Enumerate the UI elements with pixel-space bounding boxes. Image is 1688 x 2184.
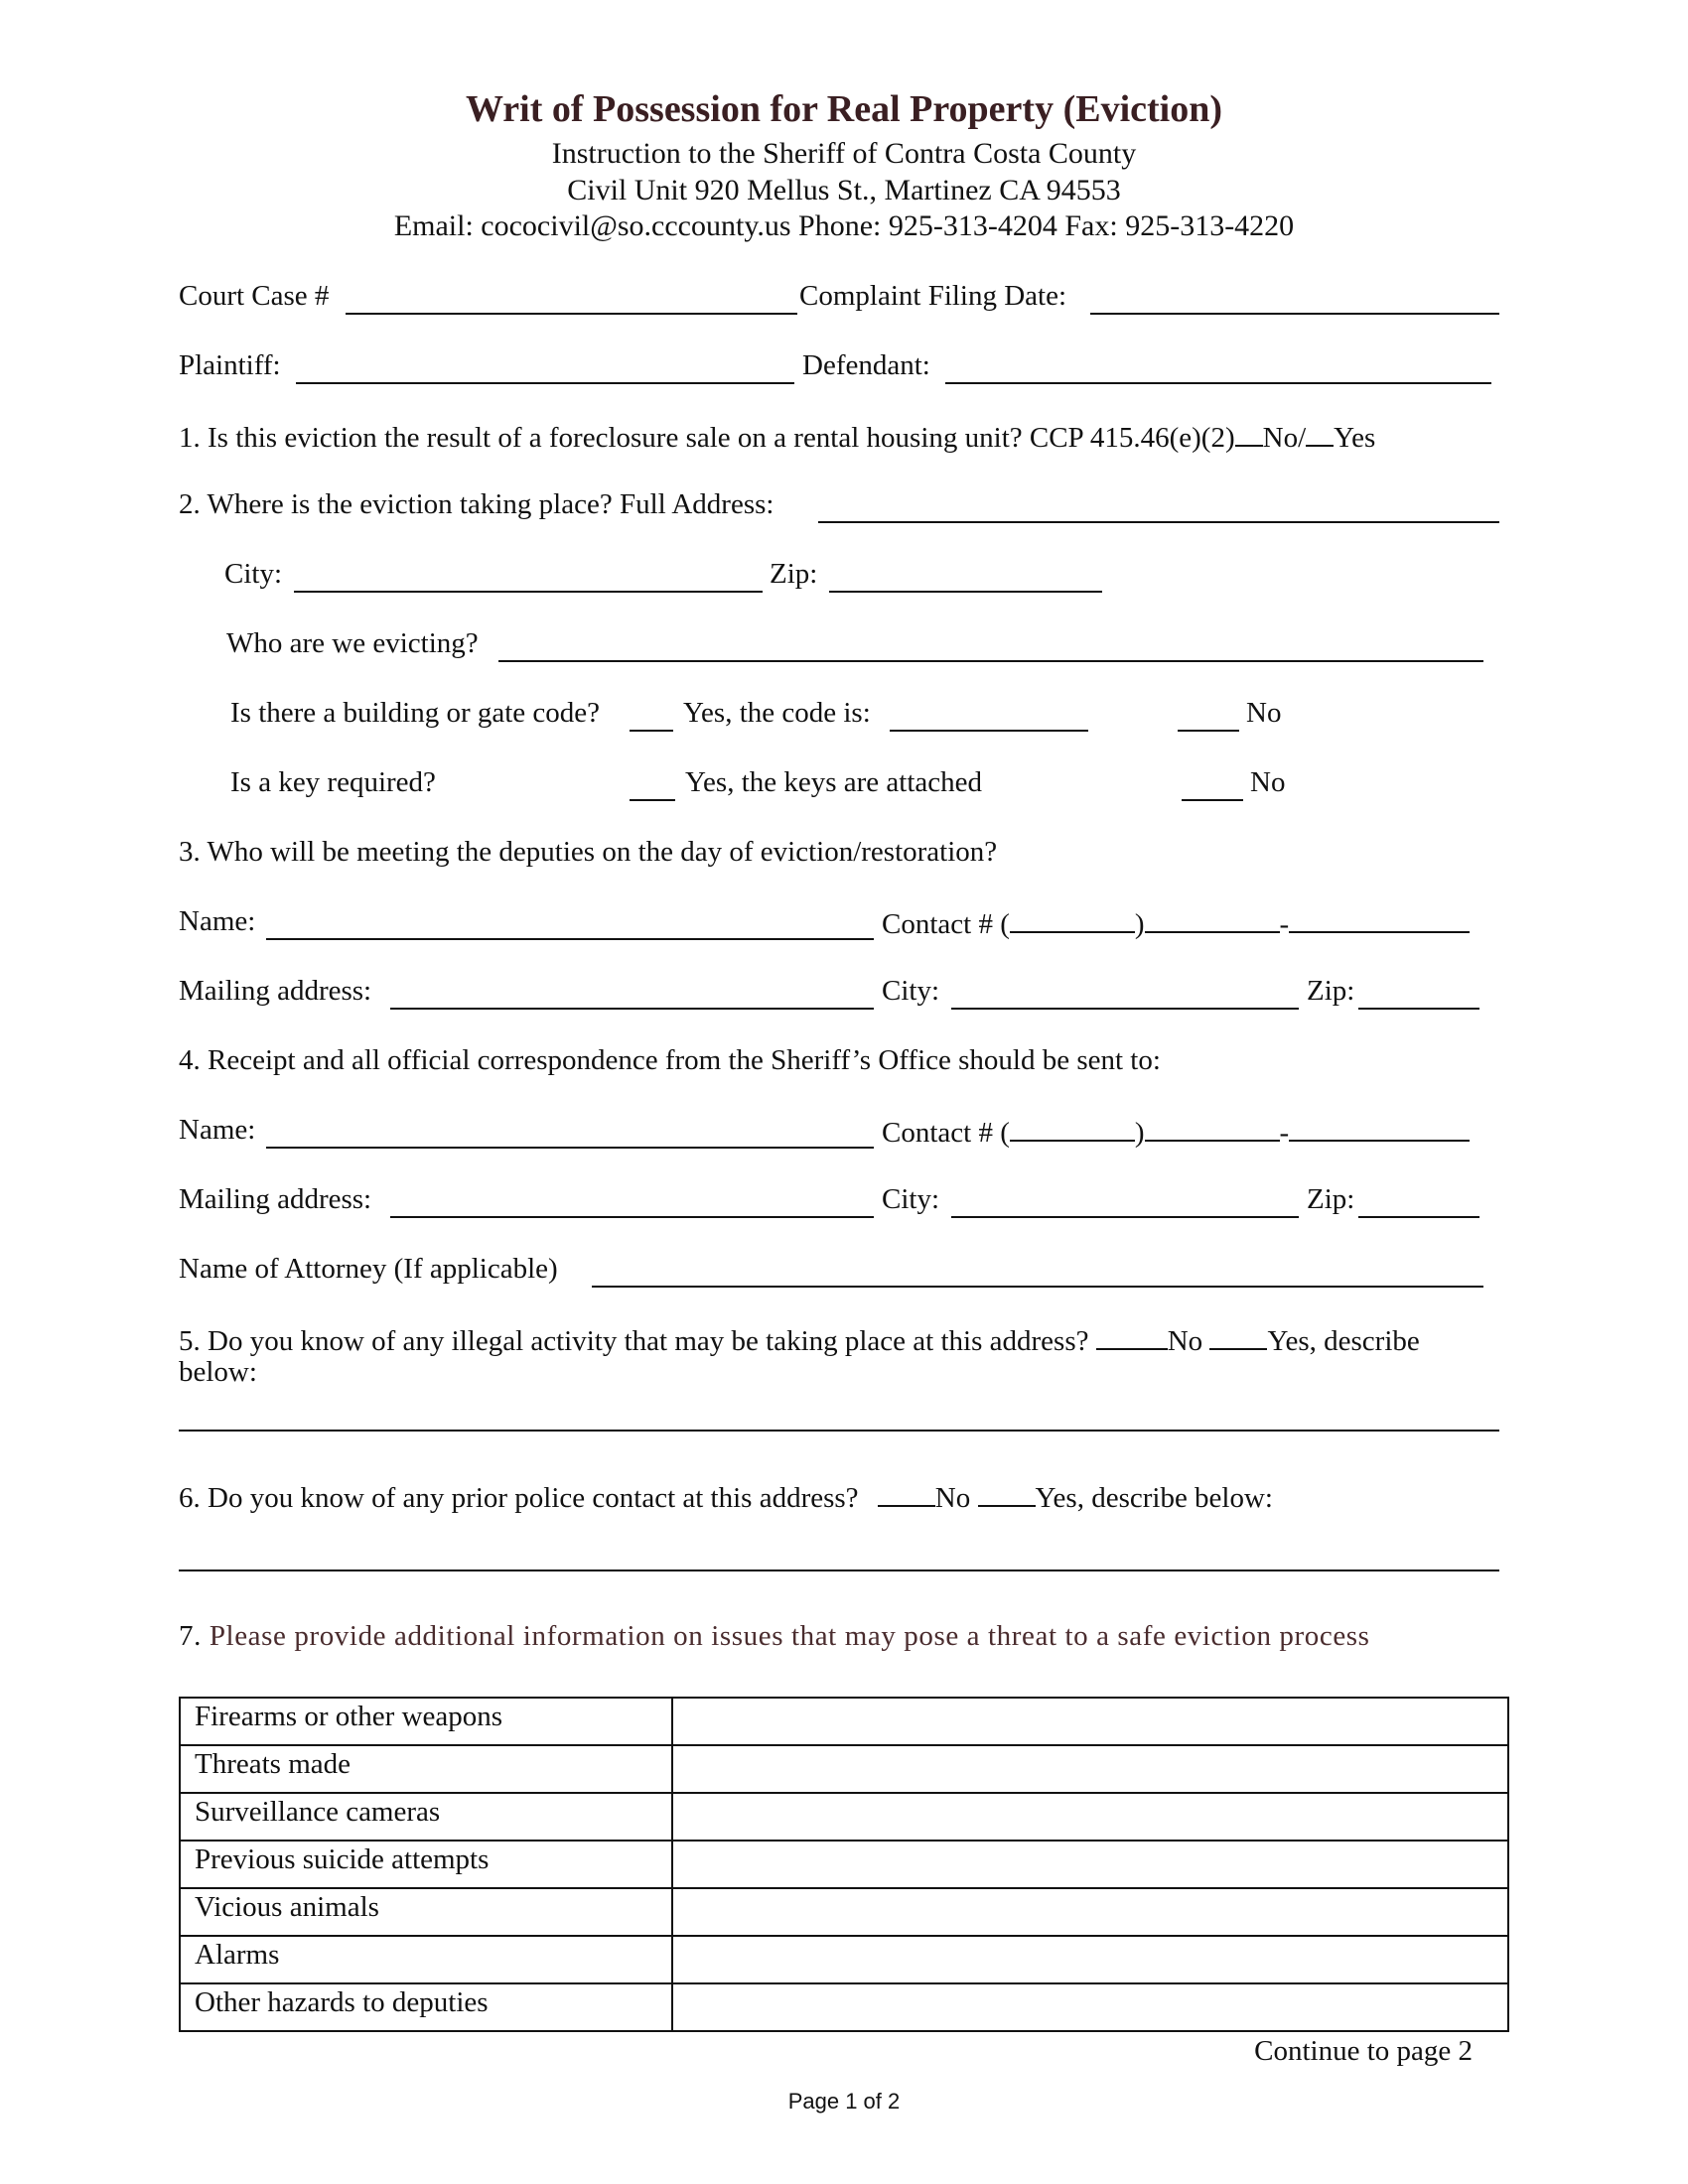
q6-describe-field[interactable] [179, 1570, 1499, 1571]
hazard-input-cell[interactable] [672, 1745, 1508, 1793]
page-number: Page 1 of 2 [787, 2089, 901, 2114]
q1-text [179, 419, 1375, 455]
hazard-label: Firearms or other weapons [180, 1698, 672, 1745]
key-yes-checkbox[interactable] [630, 799, 675, 801]
table-row [180, 1698, 1508, 1745]
q2-text: 2. Where is the eviction taking place? Full Address: [179, 488, 774, 520]
gate-code-field[interactable] [890, 730, 1088, 732]
q4-text: 4. Receipt and all official correspondence from the Sheriff’s Office should be sent to: [179, 1044, 1161, 1076]
hazard-label: Other hazards to deputies [180, 1983, 672, 2031]
q6-no-checkbox[interactable] [878, 1479, 935, 1507]
q5-yes-checkbox[interactable] [1209, 1322, 1267, 1350]
q4-name-field[interactable] [266, 1147, 874, 1149]
complaint-date-label: Complaint Filing Date: [799, 280, 1067, 312]
attorney-field[interactable] [592, 1286, 1483, 1288]
gate-no-label: No [1246, 697, 1282, 729]
q3-phone-prefix-field[interactable] [1145, 905, 1280, 933]
complaint-date-field[interactable] [1090, 313, 1499, 315]
q1-yes-checkbox[interactable] [1306, 419, 1334, 447]
q3-name-label: Name: [179, 905, 256, 937]
key-yes-label: Yes, the keys are attached [685, 766, 983, 798]
hazard-input-cell[interactable] [672, 1841, 1508, 1888]
plaintiff-label: Plaintiff: [179, 349, 281, 381]
q6-yes-checkbox[interactable] [978, 1479, 1036, 1507]
who-evicting-field[interactable] [498, 660, 1483, 662]
q3-mailing-label: Mailing address: [179, 975, 372, 1007]
q4-zip-field[interactable] [1358, 1216, 1479, 1218]
q7-text [179, 1620, 1370, 1653]
hazard-input-cell[interactable] [672, 1936, 1508, 1983]
key-no-label: No [1250, 766, 1286, 798]
hazard-input-cell[interactable] [672, 1793, 1508, 1841]
key-required-label: Is a key required? [230, 766, 436, 798]
q5-no-checkbox[interactable] [1096, 1322, 1168, 1350]
hazard-label: Alarms [180, 1936, 672, 1983]
header-instruction: Instruction to the Sheriff of Contra Costa County [551, 137, 1137, 170]
hazard-label: Previous suicide attempts [180, 1841, 672, 1888]
q4-city-label: City: [882, 1183, 940, 1215]
plaintiff-field[interactable] [296, 382, 794, 384]
q6-text [179, 1479, 1273, 1515]
q1-no-checkbox[interactable] [1235, 419, 1263, 447]
q3-name-field[interactable] [266, 938, 874, 940]
q5-no-label: No [1167, 1325, 1203, 1357]
q4-city-field[interactable] [951, 1216, 1299, 1218]
q4-phone-prefix-field[interactable] [1145, 1114, 1280, 1142]
q2-city-field[interactable] [294, 591, 763, 593]
q2-zip-field[interactable] [829, 591, 1102, 593]
table-row [180, 1983, 1508, 2031]
q7-number: 7. [179, 1620, 202, 1652]
hazard-label: Surveillance cameras [180, 1793, 672, 1841]
q3-area-code-field[interactable] [1010, 905, 1135, 933]
q6-question: 6. Do you know of any prior police contact at this address? [179, 1482, 859, 1514]
q5-below: below: [179, 1356, 257, 1388]
q3-city-label: City: [882, 975, 940, 1007]
q4-phone-line-field[interactable] [1289, 1114, 1470, 1142]
gate-yes-checkbox[interactable] [630, 730, 673, 732]
q4-mailing-label: Mailing address: [179, 1183, 372, 1215]
table-row [180, 1888, 1508, 1936]
q1-question: 1. Is this eviction the result of a foreclosure sale on a rental housing unit? CCP 415.46(e)(2) [179, 422, 1235, 454]
who-evicting-label: Who are we evicting? [226, 627, 479, 659]
hazard-input-cell[interactable] [672, 1698, 1508, 1745]
attorney-label: Name of Attorney (If applicable) [179, 1253, 558, 1285]
hazard-label: Threats made [180, 1745, 672, 1793]
q5-describe-field[interactable] [179, 1430, 1499, 1432]
hazard-input-cell[interactable] [672, 1983, 1508, 2031]
hazard-label: Vicious animals [180, 1888, 672, 1936]
q6-no-label: No [934, 1482, 971, 1514]
q3-zip-field[interactable] [1358, 1008, 1479, 1010]
table-row [180, 1793, 1508, 1841]
q4-zip-label: Zip: [1307, 1183, 1355, 1215]
full-address-field[interactable] [818, 521, 1499, 523]
q2-city-label: City: [224, 558, 283, 590]
table-row [180, 1745, 1508, 1793]
gate-no-checkbox[interactable] [1178, 730, 1239, 732]
header-contact: Email: cococivil@so.cccounty.us Phone: 925-313-4204 Fax: 925-313-4220 [393, 209, 1295, 242]
gate-code-label: Is there a building or gate code? [230, 697, 601, 729]
page-title: Writ of Possession for Real Property (Eviction) [465, 88, 1222, 130]
q1-yes-label: Yes [1334, 422, 1376, 454]
q4-mailing-field[interactable] [390, 1216, 874, 1218]
q2-zip-label: Zip: [770, 558, 818, 590]
q3-contact-label: Contact # ( ) - [882, 905, 1470, 941]
q5-yes-label: Yes, describe [1267, 1325, 1420, 1357]
q5-question: 5. Do you know of any illegal activity that may be taking place at this address? [179, 1325, 1089, 1357]
hazards-table [179, 1697, 1509, 2032]
header-address: Civil Unit 920 Mellus St., Martinez CA 94553 [567, 174, 1121, 206]
q3-mailing-field[interactable] [390, 1008, 874, 1010]
defendant-label: Defendant: [802, 349, 930, 381]
q5-text [179, 1322, 1420, 1358]
defendant-field[interactable] [945, 382, 1491, 384]
q4-name-label: Name: [179, 1114, 256, 1146]
gate-yes-label: Yes, the code is: [683, 697, 871, 729]
court-case-label: Court Case # [179, 280, 330, 312]
q6-yes-label: Yes, describe below: [1035, 1482, 1273, 1514]
q7-question: Please provide additional information on issues that may pose a threat to a safe eviction process [209, 1620, 1370, 1652]
table-row [180, 1936, 1508, 1983]
q3-zip-label: Zip: [1307, 975, 1355, 1007]
continue-note: Continue to page 2 [1254, 2035, 1473, 2067]
hazard-input-cell[interactable] [672, 1888, 1508, 1936]
court-case-field[interactable] [346, 313, 797, 315]
q3-phone-line-field[interactable] [1289, 905, 1470, 933]
table-row [180, 1841, 1508, 1888]
q4-area-code-field[interactable] [1010, 1114, 1135, 1142]
key-no-checkbox[interactable] [1182, 799, 1243, 801]
q3-text: 3. Who will be meeting the deputies on the day of eviction/restoration? [179, 836, 998, 868]
q1-no-label: No/ [1262, 422, 1307, 454]
q3-city-field[interactable] [951, 1008, 1299, 1010]
q4-contact-label: Contact # ( ) - [882, 1114, 1470, 1150]
